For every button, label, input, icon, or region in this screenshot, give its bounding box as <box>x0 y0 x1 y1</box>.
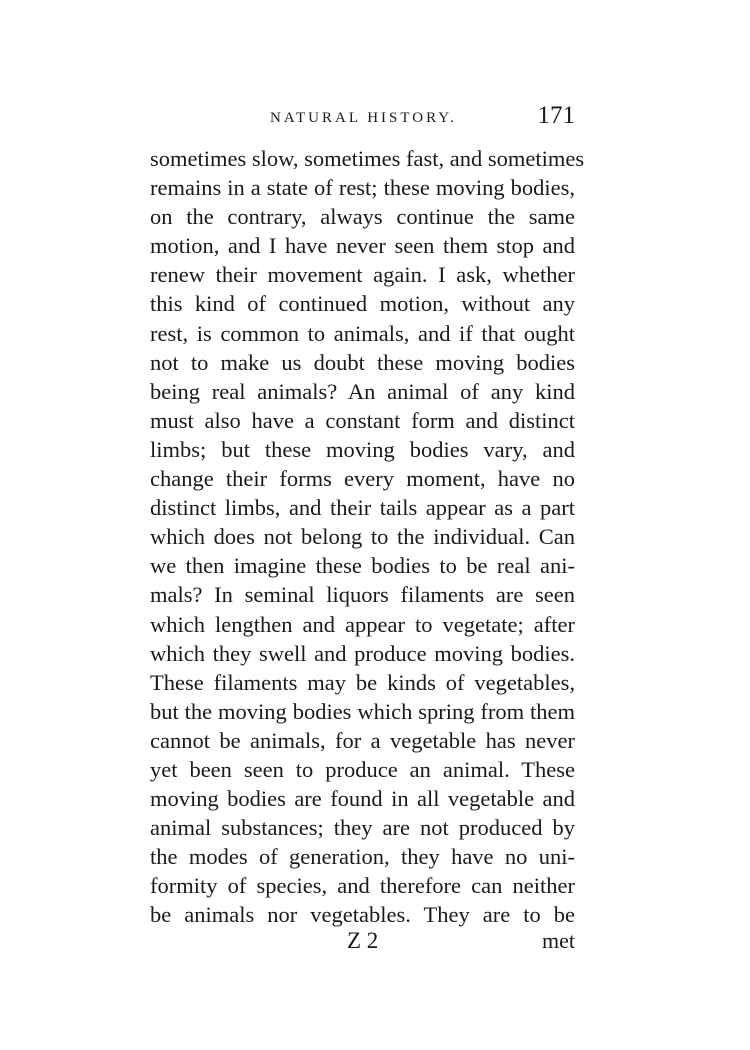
text-line: being real animals? An animal of any kind <box>150 378 575 404</box>
text-line: we then imagine these bodies to be real ani- <box>150 553 575 579</box>
text-line: cannot be animals, for a vegetable has never <box>150 727 575 753</box>
text-line: rest, is common to animals, and if that ought <box>150 320 575 346</box>
page-number: 171 <box>537 102 575 129</box>
text-line: the modes of generation, they have no uni- <box>150 844 575 870</box>
page-header <box>150 102 575 138</box>
text-line: must also have a constant form and distinct <box>150 407 575 433</box>
text-line: limbs; but these moving bodies vary, and <box>150 436 575 462</box>
text-line: distinct limbs, and their tails appear as a part <box>150 495 575 521</box>
catchword: met <box>542 928 575 953</box>
text-line: animal substances; they are not produced by <box>150 815 575 841</box>
text-line: motion, and I have never seen them stop and <box>150 233 575 259</box>
text-line: sometimes slow, sometimes fast, and sometimes <box>150 146 585 171</box>
text-line: be animals nor vegetables. They are to be <box>150 902 575 928</box>
text-line: remains in a state of rest; these moving bodies, <box>150 175 575 201</box>
text-line: formity of species, and therefore can neither <box>150 873 575 899</box>
text-line: yet been seen to produce an animal. These <box>150 756 575 782</box>
text-line: which they swell and produce moving bodies. <box>150 640 575 666</box>
text-line: on the contrary, always continue the same <box>150 204 575 230</box>
text-line: moving bodies are found in all vegetable and <box>150 786 575 812</box>
text-line: renew their movement again. I ask, whether <box>150 262 575 288</box>
page-footer <box>150 924 575 958</box>
text-line: mals? In seminal liquors filaments are seen <box>150 582 575 608</box>
text-line: not to make us doubt these moving bodies <box>150 349 575 375</box>
text-line: change their forms every moment, have no <box>150 466 575 492</box>
text-line: which lengthen and appear to vegetate; after <box>150 611 575 637</box>
text-line: but the moving bodies which spring from them <box>150 698 575 724</box>
text-line: These filaments may be kinds of vegetables, <box>150 669 575 695</box>
signature-mark: Z 2 <box>347 928 379 953</box>
body-text <box>150 144 585 930</box>
text-line: this kind of continued motion, without any <box>150 291 575 317</box>
running-head: NATURAL HISTORY. <box>270 110 457 126</box>
text-line: which does not belong to the individual. Can <box>150 524 575 550</box>
